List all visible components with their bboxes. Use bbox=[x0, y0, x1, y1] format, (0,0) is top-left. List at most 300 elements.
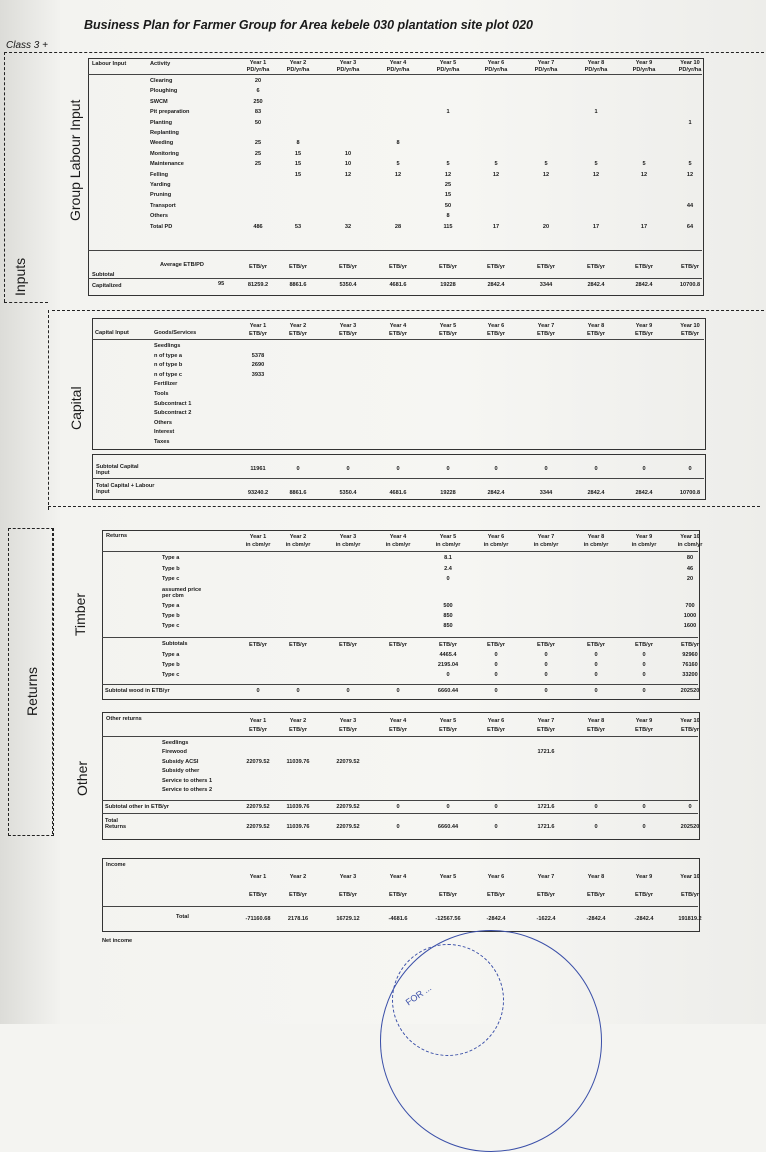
timber-subtotal-cell: 0 bbox=[256, 688, 260, 694]
frame-left-inputs bbox=[4, 52, 5, 302]
other-cell: 22079.52 bbox=[336, 758, 360, 765]
year-header: Year 5 bbox=[439, 60, 457, 66]
timber-subtotal-cell: 0 bbox=[296, 688, 300, 694]
capital-row-label: Subcontract 1 bbox=[154, 400, 192, 407]
unit-header: PD/yr/ha bbox=[584, 67, 608, 73]
unit-header: ETB/yr bbox=[536, 727, 556, 733]
year-header: Year 10 bbox=[680, 534, 700, 540]
labour-cell: 15 bbox=[294, 161, 302, 168]
year-header: Year 6 bbox=[487, 874, 505, 880]
price-row-label: Type a bbox=[162, 602, 180, 609]
other-subtotal-cell: 0 bbox=[494, 804, 498, 810]
price-row-label: Type b bbox=[162, 612, 180, 619]
unit-header: ETB/yr bbox=[338, 727, 358, 733]
labour-cell: 83 bbox=[254, 109, 262, 116]
page-title: Business Plan for Farmer Group for Area kebele 030 plantation site plot 020 bbox=[84, 18, 533, 32]
labour-cell: 1 bbox=[446, 109, 450, 116]
labour-cell: 10 bbox=[344, 161, 352, 168]
volume-row-label: Type c bbox=[162, 576, 180, 582]
year-header: Year 5 bbox=[439, 718, 457, 724]
unit-header: in cbm/yr bbox=[583, 542, 609, 548]
year-header: Year 4 bbox=[389, 534, 407, 540]
unit-header: ETB/yr bbox=[388, 892, 408, 898]
subtotal-rule bbox=[102, 637, 698, 638]
labour-cell: 5 bbox=[642, 161, 646, 168]
labour-row-label: Others bbox=[150, 213, 169, 220]
labour-cell: 25 bbox=[254, 161, 262, 168]
returns-corner-label: Returns bbox=[106, 533, 128, 539]
capitalized-rate: 95 bbox=[218, 281, 225, 287]
capital-cell: 2690 bbox=[251, 362, 265, 369]
section-group-labour: Group Labour Input bbox=[67, 99, 83, 221]
labour-cell: 1 bbox=[594, 109, 598, 116]
capital-subtotal-label: Subtotal Capital Input bbox=[96, 464, 139, 476]
money-unit: ETB/yr bbox=[634, 264, 654, 270]
year-header: Year 2 bbox=[289, 718, 307, 724]
total-returns-label: Total Returns bbox=[105, 818, 127, 830]
year-header: Year 1 bbox=[249, 534, 267, 540]
value-cell: 0 bbox=[594, 672, 598, 678]
other-subtotal-label: Subtotal other in ETB/yr bbox=[105, 804, 170, 810]
labour-cell: 20 bbox=[254, 78, 262, 84]
labour-cell: 5 bbox=[396, 161, 400, 168]
unit-header: ETB/yr bbox=[680, 727, 700, 733]
capitalized-cell: 4681.6 bbox=[389, 282, 407, 288]
labour-cell: 250 bbox=[253, 98, 263, 105]
unit-header: ETB/yr bbox=[586, 331, 606, 337]
unit-header: ETB/yr bbox=[536, 331, 556, 337]
labour-cell: 6 bbox=[256, 88, 260, 95]
timber-subtotal-label: Subtotal wood in ETB/yr bbox=[105, 688, 170, 694]
section-timber: Timber bbox=[72, 592, 88, 636]
year-header: Year 6 bbox=[487, 534, 505, 540]
subtotals-label: Subtotals bbox=[162, 641, 188, 647]
labour-cell: 50 bbox=[254, 119, 262, 126]
total-returns-cell: 22079.52 bbox=[246, 824, 270, 830]
timber-subtotal-cell: 0 bbox=[346, 688, 350, 694]
year-header: Year 7 bbox=[537, 60, 555, 66]
labour-cell: 25 bbox=[444, 182, 452, 188]
money-unit: ETB/yr bbox=[438, 264, 458, 270]
labour-cell: 53 bbox=[294, 223, 302, 230]
unit-header: PD/yr/ha bbox=[336, 67, 360, 73]
other-cell: 1721.6 bbox=[537, 749, 555, 756]
other-row-label: Subsidy ACSI bbox=[162, 758, 199, 765]
capital-total-cell: 8861.6 bbox=[289, 490, 307, 496]
unit-header: ETB/yr bbox=[586, 727, 606, 733]
value-cell: 0 bbox=[494, 662, 498, 668]
subtotal-rule bbox=[102, 684, 698, 685]
volume-cell: 2.4 bbox=[444, 565, 452, 572]
year-header: Year 10 bbox=[680, 718, 700, 724]
capital-subtotal-cell: 0 bbox=[544, 466, 548, 472]
unit-header: ETB/yr bbox=[288, 892, 308, 898]
labour-cell: 25 bbox=[254, 140, 262, 147]
value-row-label: Type c bbox=[162, 672, 180, 678]
total-returns-cell: 6660.44 bbox=[437, 824, 459, 830]
money-unit: ETB/yr bbox=[586, 642, 606, 648]
other-subtotal-cell: 0 bbox=[446, 804, 450, 810]
value-cell: 33200 bbox=[682, 672, 698, 678]
year-header: Year 9 bbox=[635, 534, 653, 540]
capitalized-cell: 10700.8 bbox=[679, 282, 701, 288]
value-cell: 0 bbox=[544, 652, 548, 658]
year-header: Year 1 bbox=[249, 60, 267, 66]
unit-header: PD/yr/ha bbox=[436, 67, 460, 73]
labour-row-label: Transport bbox=[150, 202, 176, 209]
value-cell: 0 bbox=[494, 652, 498, 658]
section-inputs: Inputs bbox=[12, 257, 28, 296]
labour-cell: 15 bbox=[294, 171, 302, 178]
unit-header: in cbm/yr bbox=[533, 542, 559, 548]
labour-cell: 64 bbox=[686, 223, 694, 230]
money-unit: ETB/yr bbox=[536, 642, 556, 648]
section-returns: Returns bbox=[24, 666, 40, 716]
labour-cell: 12 bbox=[394, 171, 402, 178]
money-unit: ETB/yr bbox=[288, 264, 308, 270]
total-rule bbox=[102, 813, 698, 814]
unit-header: PD/yr/ha bbox=[286, 67, 310, 73]
year-header: Year 2 bbox=[289, 534, 307, 540]
value-row-label: Type b bbox=[162, 662, 180, 668]
other-subtotal-cell: 0 bbox=[642, 804, 646, 810]
unit-header: PD/yr/ha bbox=[678, 67, 702, 73]
labour-cell: 12 bbox=[444, 171, 452, 178]
money-unit: ETB/yr bbox=[536, 264, 556, 270]
year-header: Year 9 bbox=[635, 323, 653, 329]
price-row-label: Type c bbox=[162, 622, 180, 629]
capital-row-label: Fertilizer bbox=[154, 381, 178, 388]
subtotal-label: Subtotal bbox=[92, 272, 115, 278]
year-header: Year 3 bbox=[339, 718, 357, 724]
labour-cell: 12 bbox=[542, 171, 550, 178]
frame-top bbox=[4, 52, 764, 53]
labour-row-label: Total PD bbox=[150, 223, 173, 230]
capital-row-label: n of type b bbox=[154, 362, 183, 369]
other-row-label: Firewood bbox=[162, 749, 187, 756]
volume-cell: 20 bbox=[686, 576, 694, 582]
labour-row-label: Maintenance bbox=[150, 161, 184, 168]
other-subtotal-cell: 0 bbox=[396, 804, 400, 810]
other-row-label: Subsidy other bbox=[162, 768, 200, 775]
unit-header: PD/yr/ha bbox=[386, 67, 410, 73]
price-cell: 700 bbox=[685, 602, 695, 609]
year-header: Year 2 bbox=[289, 323, 307, 329]
money-unit: ETB/yr bbox=[248, 264, 268, 270]
other-subtotal-cell: 22079.52 bbox=[336, 804, 360, 810]
income-total-cell: 191819.2 bbox=[678, 916, 702, 922]
year-header: Year 4 bbox=[389, 323, 407, 329]
value-cell: 92960 bbox=[682, 652, 698, 658]
value-cell: 0 bbox=[642, 662, 646, 668]
capital-cell: 3933 bbox=[251, 371, 265, 378]
unit-header: in cbm/yr bbox=[631, 542, 657, 548]
capitalized-label: Capitalized bbox=[92, 283, 122, 289]
unit-header: ETB/yr bbox=[438, 892, 458, 898]
capital-table bbox=[92, 318, 706, 450]
labour-cell: 15 bbox=[294, 150, 302, 157]
labour-cell: 25 bbox=[254, 150, 262, 157]
header-rule bbox=[88, 74, 702, 75]
capital-total-cell: 2842.4 bbox=[487, 490, 505, 496]
unit-header: ETB/yr bbox=[486, 892, 506, 898]
value-cell: 0 bbox=[594, 662, 598, 668]
labour-cell: 8 bbox=[396, 140, 400, 147]
price-cell: 850 bbox=[443, 622, 453, 629]
total-returns-cell: 22079.52 bbox=[336, 824, 360, 830]
income-total-cell: 2178.16 bbox=[287, 916, 309, 922]
header-rule bbox=[102, 736, 698, 737]
labour-cell: 32 bbox=[344, 223, 352, 230]
unit-header: in cbm/yr bbox=[245, 542, 271, 548]
unit-header: PD/yr/ha bbox=[246, 67, 270, 73]
capital-total-cell: 5350.4 bbox=[339, 490, 357, 496]
price-label: assumed price per cbm bbox=[162, 586, 202, 599]
labour-cell: 5 bbox=[594, 161, 598, 168]
total-returns-cell: 202520 bbox=[680, 824, 700, 830]
avg-label: Average ETB/PD bbox=[160, 262, 204, 268]
year-header: Year 3 bbox=[339, 534, 357, 540]
year-header: Year 5 bbox=[439, 534, 457, 540]
other-row-label: Service to others 2 bbox=[162, 787, 213, 793]
stamp-text: FOR ... bbox=[403, 982, 434, 1008]
labour-cell: 17 bbox=[492, 223, 500, 230]
timber-subtotal-cell: 0 bbox=[544, 688, 548, 694]
unit-header: ETB/yr bbox=[248, 331, 268, 337]
year-header: Year 2 bbox=[289, 60, 307, 66]
value-cell: 0 bbox=[642, 672, 646, 678]
other-cell: 22079.52 bbox=[246, 758, 270, 765]
value-cell: 0 bbox=[446, 672, 450, 678]
capital-row-label: Seedlings bbox=[154, 343, 181, 349]
labour-cell: 8 bbox=[296, 140, 300, 147]
unit-header: ETB/yr bbox=[634, 331, 654, 337]
year-header: Year 4 bbox=[389, 874, 407, 880]
capital-total-cell: 2842.4 bbox=[587, 490, 605, 496]
unit-header: in cbm/yr bbox=[677, 542, 703, 548]
capital-subtotal-cell: 0 bbox=[296, 466, 300, 472]
labour-cell: 17 bbox=[592, 223, 600, 230]
unit-header: ETB/yr bbox=[634, 727, 654, 733]
total-returns-cell: 1721.6 bbox=[537, 824, 555, 830]
section-other: Other bbox=[74, 760, 90, 796]
year-header: Year 7 bbox=[537, 323, 555, 329]
money-unit: ETB/yr bbox=[586, 264, 606, 270]
value-cell: 76160 bbox=[682, 662, 698, 668]
year-header: Year 3 bbox=[339, 323, 357, 329]
unit-header: ETB/yr bbox=[680, 331, 700, 337]
capital-subtotal-cell: 0 bbox=[594, 466, 598, 472]
value-row-label: Type a bbox=[162, 652, 180, 658]
labour-cell: 5 bbox=[688, 161, 692, 168]
stamp-inner-ring bbox=[392, 944, 504, 1056]
unit-header: ETB/yr bbox=[536, 892, 556, 898]
unit-header: in cbm/yr bbox=[483, 542, 509, 548]
capital-row-label: Interest bbox=[154, 429, 175, 436]
other-corner-label: Other returns bbox=[106, 716, 142, 722]
capital-total-rule bbox=[92, 478, 704, 479]
capital-subtotal-cell: 0 bbox=[494, 466, 498, 472]
timber-subtotal-cell: 202520 bbox=[680, 688, 700, 694]
capitalized-cell: 3344 bbox=[539, 282, 553, 288]
year-header: Year 4 bbox=[389, 718, 407, 724]
value-cell: 0 bbox=[544, 662, 548, 668]
labour-cell: 10 bbox=[344, 150, 352, 157]
income-total-cell: -2842.4 bbox=[486, 916, 506, 922]
unit-header: ETB/yr bbox=[288, 727, 308, 733]
other-row-label: Seedlings bbox=[162, 740, 189, 746]
labour-corner-label: Labour Input bbox=[92, 61, 127, 67]
income-corner-label: Income bbox=[106, 862, 126, 868]
other-subtotal-cell: 11039.76 bbox=[286, 804, 310, 810]
income-total-cell: -2842.4 bbox=[586, 916, 606, 922]
volume-cell: 46 bbox=[686, 565, 694, 572]
income-total-cell: -71160.68 bbox=[245, 916, 271, 922]
money-unit: ETB/yr bbox=[680, 264, 700, 270]
year-header: Year 7 bbox=[537, 534, 555, 540]
year-header: Year 4 bbox=[389, 60, 407, 66]
money-unit: ETB/yr bbox=[338, 642, 358, 648]
capital-total-cell: 3344 bbox=[539, 490, 553, 496]
capital-row-label: n of type c bbox=[154, 371, 182, 378]
year-header: Year 6 bbox=[487, 323, 505, 329]
year-header: Year 8 bbox=[587, 718, 605, 724]
capitalized-cell: 5350.4 bbox=[339, 282, 357, 288]
unit-header: ETB/yr bbox=[634, 892, 654, 898]
capital-total-cell: 4681.6 bbox=[389, 490, 407, 496]
labour-cell: 12 bbox=[344, 171, 352, 178]
value-cell: 0 bbox=[642, 652, 646, 658]
capital-total-cell: 2842.4 bbox=[635, 490, 653, 496]
year-header: Year 3 bbox=[339, 874, 357, 880]
capital-subtotal-cell: 0 bbox=[446, 466, 450, 472]
unit-header: ETB/yr bbox=[388, 331, 408, 337]
header-rule bbox=[102, 906, 698, 907]
header-rule bbox=[92, 339, 704, 340]
unit-header: ETB/yr bbox=[486, 331, 506, 337]
money-unit: ETB/yr bbox=[338, 264, 358, 270]
value-cell: 2195.04 bbox=[437, 662, 459, 668]
unit-header: ETB/yr bbox=[586, 892, 606, 898]
other-subtotal-cell: 0 bbox=[594, 804, 598, 810]
money-unit: ETB/yr bbox=[634, 642, 654, 648]
labour-cell: 5 bbox=[544, 161, 548, 168]
price-cell: 1600 bbox=[683, 622, 697, 629]
total-returns-cell: 0 bbox=[494, 824, 498, 830]
labour-cell: 17 bbox=[640, 223, 648, 230]
year-header: Year 2 bbox=[289, 874, 307, 880]
other-subtotal-cell: 0 bbox=[688, 804, 692, 810]
year-header: Year 5 bbox=[439, 874, 457, 880]
capital-row-label: Tools bbox=[154, 391, 169, 397]
labour-cell: 20 bbox=[542, 223, 550, 230]
income-total-cell: 16729.12 bbox=[336, 916, 360, 922]
value-cell: 4465.4 bbox=[439, 652, 457, 658]
money-unit: ETB/yr bbox=[438, 642, 458, 648]
labour-cell: 44 bbox=[686, 202, 694, 209]
year-header: Year 8 bbox=[587, 323, 605, 329]
subtotal-rule bbox=[102, 800, 698, 801]
capital-total-cell: 19228 bbox=[440, 490, 456, 496]
total-returns-cell: 0 bbox=[396, 824, 400, 830]
unit-header: ETB/yr bbox=[248, 727, 268, 733]
labour-cell: 12 bbox=[492, 171, 500, 178]
year-header: Year 8 bbox=[587, 534, 605, 540]
section-capital: Capital bbox=[68, 386, 84, 430]
labour-cell: 5 bbox=[446, 161, 450, 168]
unit-header: ETB/yr bbox=[438, 727, 458, 733]
money-unit: ETB/yr bbox=[288, 642, 308, 648]
capitalized-cell: 19228 bbox=[440, 282, 456, 288]
total-returns-cell: 0 bbox=[642, 824, 646, 830]
total-returns-cell: 11039.76 bbox=[286, 824, 310, 830]
header-rule bbox=[102, 551, 698, 552]
labour-row-label: Pit preparation bbox=[150, 109, 190, 116]
net-income-label: Net income bbox=[102, 938, 133, 944]
capital-row-label: Subcontract 2 bbox=[154, 410, 192, 417]
frame-capital-bottom bbox=[48, 506, 760, 507]
money-unit: ETB/yr bbox=[388, 264, 408, 270]
subtotal-rule bbox=[88, 278, 702, 279]
year-header: Year 10 bbox=[680, 323, 700, 329]
money-unit: ETB/yr bbox=[486, 264, 506, 270]
goods-header: Goods/Services bbox=[154, 330, 197, 336]
unit-header: ETB/yr bbox=[680, 892, 700, 898]
year-header: Year 3 bbox=[339, 60, 357, 66]
labour-row-label: Planting bbox=[150, 119, 173, 126]
unit-header: ETB/yr bbox=[338, 331, 358, 337]
year-header: Year 6 bbox=[487, 60, 505, 66]
unit-header: ETB/yr bbox=[486, 727, 506, 733]
price-cell: 500 bbox=[443, 602, 453, 609]
capital-row-label: Others bbox=[154, 419, 173, 426]
labour-cell: 15 bbox=[444, 192, 452, 199]
other-cell: 11039.76 bbox=[286, 758, 310, 765]
unit-header: PD/yr/ha bbox=[484, 67, 508, 73]
year-header: Year 1 bbox=[249, 874, 267, 880]
year-header: Year 8 bbox=[587, 874, 605, 880]
labour-cell: 12 bbox=[592, 171, 600, 178]
labour-row-label: Clearing bbox=[150, 78, 173, 84]
timber-subtotal-cell: 0 bbox=[396, 688, 400, 694]
unit-header: in cbm/yr bbox=[435, 542, 461, 548]
income-total-cell: -4681.6 bbox=[388, 916, 408, 922]
income-total-cell: -1622.4 bbox=[536, 916, 556, 922]
year-header: Year 1 bbox=[249, 718, 267, 724]
price-cell: 1000 bbox=[683, 612, 697, 619]
total-rule bbox=[88, 250, 702, 251]
labour-cell: 115 bbox=[443, 223, 453, 230]
money-unit: ETB/yr bbox=[680, 642, 700, 648]
value-cell: 0 bbox=[594, 652, 598, 658]
labour-cell: 1 bbox=[688, 119, 692, 126]
year-header: Year 10 bbox=[680, 874, 700, 880]
class-label: Class 3 + bbox=[6, 40, 48, 51]
unit-header: ETB/yr bbox=[338, 892, 358, 898]
labour-cell: 28 bbox=[394, 223, 402, 230]
timber-subtotal-cell: 6660.44 bbox=[437, 688, 459, 694]
year-header: Year 8 bbox=[587, 60, 605, 66]
volume-row-label: Type b bbox=[162, 565, 180, 572]
frame-divider bbox=[4, 302, 48, 303]
labour-cell: 8 bbox=[446, 213, 450, 220]
unit-header: PD/yr/ha bbox=[534, 67, 558, 73]
capital-row-label: n of type a bbox=[154, 352, 182, 359]
labour-row-label: Monitoring bbox=[150, 150, 179, 157]
volume-cell: 8.1 bbox=[444, 555, 452, 561]
income-total-cell: -2842.4 bbox=[634, 916, 654, 922]
money-unit: ETB/yr bbox=[388, 642, 408, 648]
